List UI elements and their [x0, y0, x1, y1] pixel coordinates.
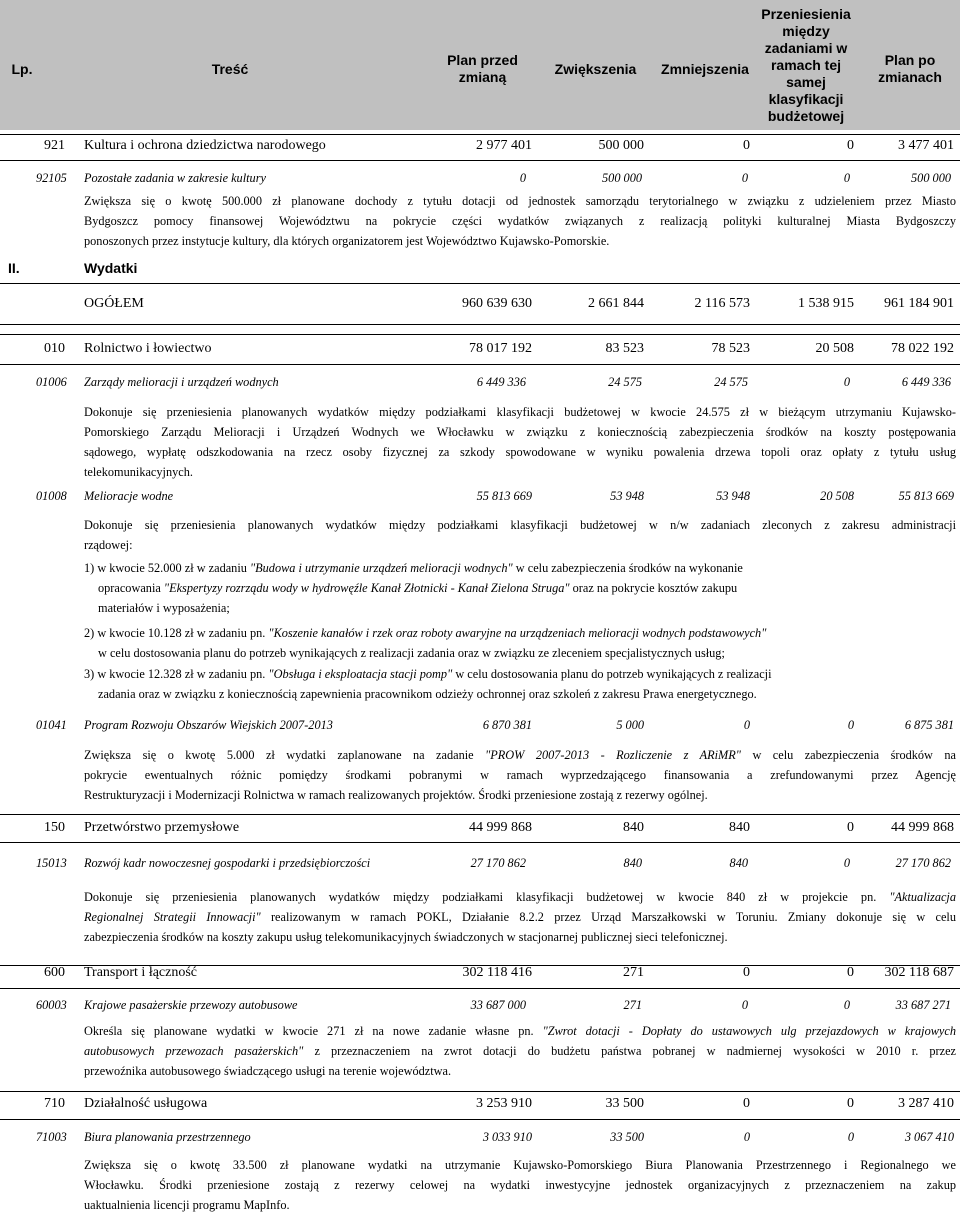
row-010-dec: 78 523	[711, 341, 750, 356]
row-92105-code: 92105	[36, 171, 67, 185]
row-710-dec: 0	[743, 1096, 750, 1111]
row-010-code: 010	[44, 341, 65, 356]
row-71003-after: 3 067 410	[904, 1130, 954, 1144]
row-rule	[0, 1091, 960, 1092]
note-01008: Dokonuje się przeniesienia planowanych wydatków między podziałkami klasyfikacji budżetowej w n/w zadaniach zleconych z zakresu administracji rządowej:	[84, 518, 956, 552]
row-ogolem-dec: 2 116 573	[694, 296, 750, 311]
row-15013-dec: 840	[729, 856, 748, 870]
row-150-trans: 0	[847, 820, 854, 835]
header-zmniejszenia: Zmniejszenia	[661, 61, 749, 77]
row-150-after: 44 999 868	[891, 820, 954, 835]
row-710-name: Działalność usługowa	[84, 1096, 208, 1111]
row-710-after: 3 287 410	[898, 1096, 954, 1111]
row-010-after: 78 022 192	[891, 341, 954, 356]
row-010-plan: 78 017 192	[469, 341, 532, 356]
row-ogolem-plan: 960 639 630	[462, 296, 532, 311]
row-92105-inc: 500 000	[602, 171, 642, 185]
row-150-plan: 44 999 868	[469, 820, 532, 835]
row-15013-inc: 840	[623, 856, 642, 870]
row-150-name: Przetwórstwo przemysłowe	[84, 820, 240, 835]
row-rule	[0, 334, 960, 335]
table-header	[0, 6, 960, 130]
row-921-name: Kultura i ochrona dziedzictwa narodowego	[84, 138, 326, 153]
row-01041-after: 6 875 381	[904, 718, 954, 732]
header-plan-przed: Plan przed zmianą	[447, 52, 518, 85]
row-92105-after: 500 000	[911, 171, 951, 185]
row-01008-plan: 55 813 669	[476, 489, 532, 503]
row-600-trans: 0	[847, 965, 854, 980]
row-ogolem-name: OGÓŁEM	[84, 296, 144, 311]
row-71003-code: 71003	[36, 1130, 67, 1144]
row-150-dec: 840	[729, 820, 750, 835]
row-71003-dec: 0	[743, 1130, 750, 1144]
row-71003-inc: 33 500	[610, 1130, 644, 1144]
note-01006: Dokonuje się przeniesienia planowanych wydatków między podziałkami klasyfikacji budżetowej w kwocie 24.575 zł w bieżącym utrzymaniu Kujawsko- Pomorskiego Zarządu Melioracji i Urządzeń Wodnych we Włocławku w związku z koniecznością zabezpieczenia środków na koszty postępowania sądowego, wypłatę odszkodowania na rzecz osoby fizycznej za szkody spowodowane w wyniku powalenia drzewa topoli oraz opłaty z tytułu usług telekomunikacyjnych.	[84, 405, 956, 479]
row-rule	[0, 814, 960, 815]
row-710-code: 710	[44, 1096, 65, 1111]
row-600-plan: 302 118 416	[462, 965, 532, 980]
row-15013-trans: 0	[843, 856, 850, 870]
note-01008-item-2: 2) w kwocie 10.128 zł w zadaniu pn. "Koszenie kanałów i rzek oraz roboty awaryjne na urządzeniach melioracji wodnych podstawowych" w celu dostosowania planu do potrzeb wynikających z realizacji zadania oraz w związku ze zleceniem specjalistycznych usług;	[84, 626, 767, 660]
header-lp: Lp.	[11, 61, 33, 77]
row-71003-trans: 0	[847, 1130, 854, 1144]
row-01006-code: 01006	[36, 375, 67, 389]
row-15013-plan: 27 170 862	[470, 856, 526, 870]
header-przeniesienia: Przeniesienia między zadaniami w ramach tej samej klasyfikacji budżetowej	[761, 6, 851, 124]
section-code: II.	[8, 260, 20, 276]
row-rule	[0, 1119, 960, 1120]
note-60003: Określa się planowane wydatki w kwocie 271 zł na nowe zadanie własne pn. "Zwrot dotacji - Dopłaty do ustawowych ulg przejazdowych w krajowych autobusowych przewozach pasażerskich" z przeznaczeniem na zwrot dotacji do budżetu państwa pobranej w nadmiernej wysokości w 2010 r. przez przewoźnika autobusowego świadczącego usługi na terenie województwa.	[84, 1024, 957, 1078]
header-zwiekszenia: Zwiększenia	[554, 61, 637, 77]
row-rule	[0, 134, 960, 135]
row-600-name: Transport i łączność	[84, 965, 198, 980]
row-ogolem-trans: 1 538 915	[798, 296, 854, 311]
row-60003-after: 33 687 271	[895, 998, 951, 1012]
row-710-trans: 0	[847, 1096, 854, 1111]
row-rule	[0, 364, 960, 365]
row-92105-plan: 0	[519, 171, 526, 185]
note-01008-item-3: 3) w kwocie 12.328 zł w zadaniu pn. "Obsługa i eksploatacja stacji pomp" w celu dostosowania planu do potrzeb wynikających z realizacji zadania oraz w związku z koniecznością zapewnienia pracownikom odzieży ochronnej oraz szkoleń z zakresu Prawa energetycznego.	[84, 667, 772, 701]
row-150-code: 150	[44, 820, 65, 835]
row-92105-name: Pozostałe zadania w zakresie kultury	[84, 171, 266, 185]
row-01008-trans: 20 508	[820, 489, 854, 503]
row-01041-inc: 5 000	[616, 718, 644, 732]
row-01006-name: Zarządy melioracji i urządzeń wodnych	[84, 375, 279, 389]
row-rule	[0, 283, 960, 284]
row-92105-dec: 0	[741, 171, 748, 185]
header-plan-po: Plan po zmianach	[878, 52, 942, 85]
row-ogolem-after: 961 184 901	[884, 296, 954, 311]
row-60003-trans: 0	[843, 998, 850, 1012]
row-rule	[0, 160, 960, 161]
row-921-inc: 500 000	[598, 138, 644, 153]
row-60003-name: Krajowe pasażerskie przewozy autobusowe	[84, 998, 298, 1012]
row-71003-name: Biura planowania przestrzennego	[84, 1130, 251, 1144]
row-15013-after: 27 170 862	[895, 856, 951, 870]
header-tresc: Treść	[211, 61, 249, 77]
note-71003: Zwiększa się o kwotę 33.500 zł planowane wydatki na utrzymanie Kujawsko-Pomorskiego Biura Planowania Przestrzennego i Regionalnego we Włocławku. Środki przeniesione zostają z rezerwy celowej na wydatki inwestycyjne jednostek organizacyjnych z przeznaczeniem na zakup uaktualnienia licencji programu MapInfo.	[84, 1158, 956, 1212]
row-150-inc: 840	[623, 820, 644, 835]
row-01008-name: Melioracje wodne	[84, 489, 174, 503]
row-ogolem-inc: 2 661 844	[588, 296, 644, 311]
row-rule	[0, 324, 960, 325]
row-600-code: 600	[44, 965, 65, 980]
row-710-inc: 33 500	[605, 1096, 644, 1111]
row-01041-plan: 6 870 381	[482, 718, 532, 732]
row-60003-plan: 33 687 000	[470, 998, 526, 1012]
row-01006-trans: 0	[843, 375, 850, 389]
note-92105: Zwiększa się o kwotę 500.000 zł planowane dochody z tytułu dotacji od jednostek samorządu terytorialnego w związku z udzieleniem przez Miasto Bydgoszcz pomocy finansowej Województwu na pokrycie części wydatków związanych z realizacją polityki kulturalnej Miasta Bydgoszczy ponoszonych przez instytucje kultury, dla których organizatorem jest Województwo Kujawsko-Pomorskie.	[84, 194, 956, 248]
row-921-after: 3 477 401	[898, 138, 954, 153]
note-15013: Dokonuje się przeniesienia planowanych wydatków między podziałkami klasyfikacji budżetowej w kwocie 840 zł w projekcie pn. "Aktualizacja Regionalnej Strategii Innowacji" realizowanym w ramach POKL, Działanie 8.2.2 przez Urząd Marszałkowski w Toruniu. Zmiany dokonuje się w celu zabezpieczenia środków na koszty zakupu usług telekomunikacyjnych świadczonych w stacjonarnej publicznej sieci telefonicznej.	[84, 890, 956, 944]
row-rule	[0, 988, 960, 989]
row-01008-code: 01008	[36, 489, 67, 503]
row-010-name: Rolnictwo i łowiectwo	[84, 341, 212, 356]
row-921-dec: 0	[743, 138, 750, 153]
row-01041-dec: 0	[743, 718, 750, 732]
row-921-trans: 0	[847, 138, 854, 153]
row-60003-dec: 0	[741, 998, 748, 1012]
row-01008-inc: 53 948	[610, 489, 644, 503]
row-010-trans: 20 508	[815, 341, 854, 356]
row-15013-name: Rozwój kadr nowoczesnej gospodarki i przedsiębiorczości	[84, 856, 371, 870]
row-710-plan: 3 253 910	[476, 1096, 532, 1111]
row-01041-name: Program Rozwoju Obszarów Wiejskich 2007-2013	[84, 718, 333, 732]
row-rule	[0, 842, 960, 843]
row-60003-code: 60003	[36, 998, 67, 1012]
row-600-dec: 0	[743, 965, 750, 980]
row-92105-trans: 0	[843, 171, 850, 185]
row-15013-code: 15013	[36, 856, 67, 870]
row-01008-after: 55 813 669	[898, 489, 954, 503]
row-60003-inc: 271	[623, 998, 642, 1012]
row-01008-dec: 53 948	[716, 489, 750, 503]
note-01041: Zwiększa się o kwotę 5.000 zł wydatki zaplanowane na zadanie "PROW 2007-2013 - Rozliczenie z ARiMR" w celu zabezpieczenia środków na pokrycie ewentualnych różnic pomiędzy środkami pobranymi w ramach wyprzedzającego finansowania a zrefundowanymi przez Agencję Restrukturyzacji i Modernizacji Rolnictwa w ramach realizowanych projektów. Środki przeniesione zostają z rezerwy ogólnej.	[84, 748, 957, 802]
row-600-inc: 271	[623, 965, 644, 980]
row-01006-inc: 24 575	[608, 375, 642, 389]
row-600-after: 302 118 687	[884, 965, 954, 980]
row-921-code: 921	[44, 138, 65, 153]
note-01008-item-1: 1) w kwocie 52.000 zł w zadaniu "Budowa i utrzymanie urządzeń melioracji wodnych" w celu zabezpieczenia środków na wykonanie opracowania "Ekspertyzy rozrządu wody w hydrowęźle Kanał Złotnicki - Kanał Zielona Struga" oraz na pokrycie kosztów zakupu materiałów i wyposażenia;	[84, 561, 743, 615]
row-01006-plan: 6 449 336	[476, 375, 526, 389]
row-01006-after: 6 449 336	[901, 375, 951, 389]
row-01006-dec: 24 575	[714, 375, 748, 389]
section-title: Wydatki	[84, 260, 138, 276]
row-01041-trans: 0	[847, 718, 854, 732]
row-71003-plan: 3 033 910	[482, 1130, 532, 1144]
row-010-inc: 83 523	[605, 341, 644, 356]
row-921-plan: 2 977 401	[476, 138, 532, 153]
row-01041-code: 01041	[36, 718, 67, 732]
